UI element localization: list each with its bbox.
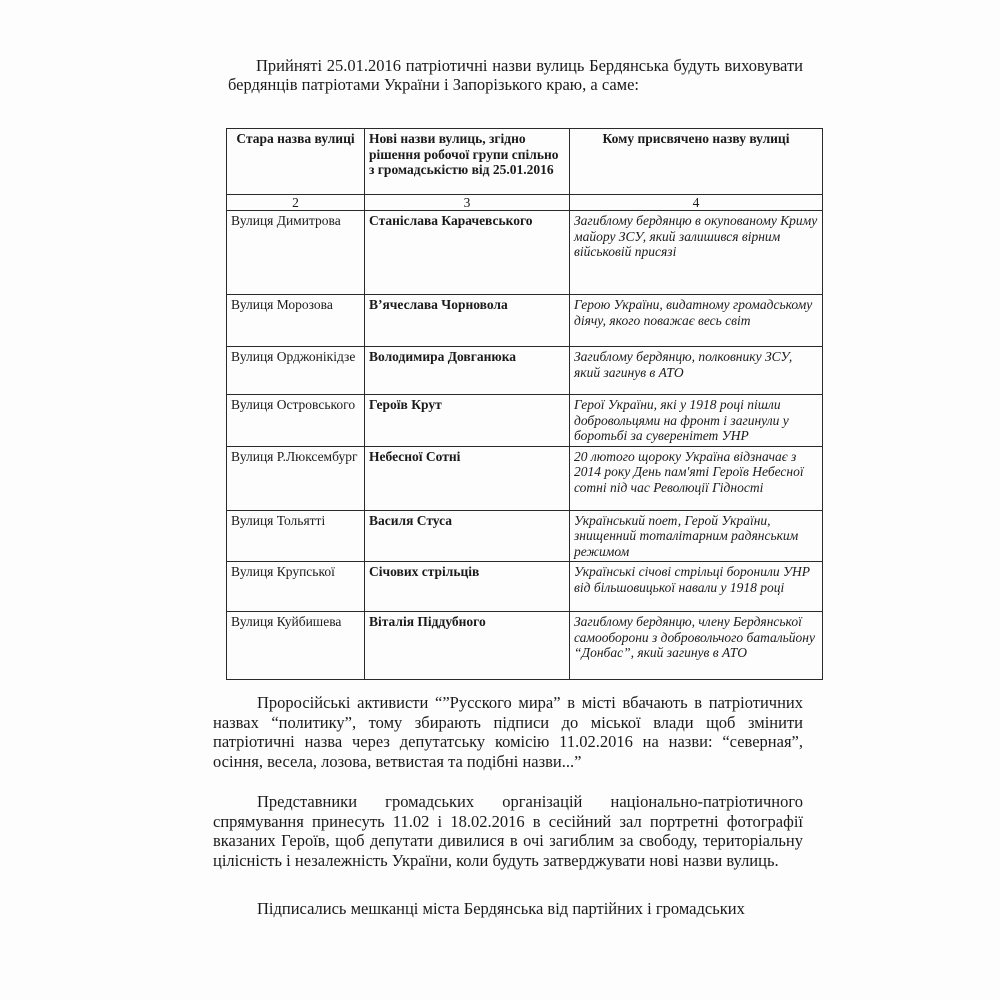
dedication: 20 лютого щороку Україна відзначає з 2014 року День пам'яті Героїв Небесної сотні під час Революції Гідності xyxy=(570,446,823,510)
new-street-name: Василя Стуса xyxy=(365,510,570,562)
column-number: 3 xyxy=(365,195,570,211)
paragraph-russian-activists: Проросійські активисти “”Русского мира” в місті вбачають в патріотичних назвах “политику”, тому збирають підписи до міської влади щоб змінити патріотичні назва через депутатську комісію 11.02.2016 на назви: “северная”, осіння, весела, лозова, ветвистая та подібні назви...” xyxy=(213,693,803,771)
street-renaming-table xyxy=(226,128,823,680)
dedication: Загиблому бердянцю, полковнику ЗСУ, який загинув в АТО xyxy=(570,347,823,395)
new-street-name: Небесної Сотні xyxy=(365,446,570,510)
old-street-name: Вулиця Р.Люксембург xyxy=(227,446,365,510)
table-row xyxy=(227,612,823,680)
header-dedication: Кому присвячено назву вулиці xyxy=(570,129,823,195)
header-old-name: Стара назва вулиці xyxy=(227,129,365,195)
table-header-row xyxy=(227,129,823,195)
column-number: 2 xyxy=(227,195,365,211)
old-street-name: Вулиця Крупської xyxy=(227,562,365,612)
table-row xyxy=(227,347,823,395)
new-street-name: Героїв Крут xyxy=(365,395,570,447)
table-row xyxy=(227,562,823,612)
table-row xyxy=(227,211,823,295)
dedication: Герою України, видатному громадському діячу, якого поважає весь світ xyxy=(570,295,823,347)
header-new-name: Нові назви вулиць, згідно рішення робочої групи спільно з громадськістю від 25.01.2016 xyxy=(365,129,570,195)
dedication: Герої України, які у 1918 році пішли добровольцями на фронт і загинули у боротьбі за суверенітет УНР xyxy=(570,395,823,447)
table-row xyxy=(227,295,823,347)
column-number: 4 xyxy=(570,195,823,211)
new-street-name: Володимира Довганюка xyxy=(365,347,570,395)
table-row xyxy=(227,510,823,562)
new-street-name: Січових стрільців xyxy=(365,562,570,612)
paragraph-signatures: Підписались мешканці міста Бердянська від партійних і громадських xyxy=(257,899,745,918)
old-street-name: Вулиця Морозова xyxy=(227,295,365,347)
table-row xyxy=(227,446,823,510)
old-street-name: Вулиця Димитрова xyxy=(227,211,365,295)
dedication: Загиблому бердянцю в окупованому Криму майору ЗСУ, який залишився вірним військовій присязі xyxy=(570,211,823,295)
table-row xyxy=(227,395,823,447)
intro-paragraph: Прийняті 25.01.2016 патріотичні назви вулиць Бердянська будуть виховувати бердянців патріотами України і Запорізького краю, а саме: xyxy=(228,56,803,94)
old-street-name: Вулиця Островського xyxy=(227,395,365,447)
new-street-name: Станіслава Карачевського xyxy=(365,211,570,295)
dedication: Загиблому бердянцю, члену Бердянської самооборони з добровольчого батальйону “Донбас”, який загинув в АТО xyxy=(570,612,823,680)
paragraph-public-organizations: Представники громадських організацій національно-патріотичного спрямування принесуть 11.02 і 18.02.2016 в сесійний зал портретні фотографії вказаних Героїв, щоб депутати дивилися в очі загиблим за свободу, територіальну цілісність і незалежність України, коли будуть затверджувати нові назви вулиць. xyxy=(213,792,803,870)
old-street-name: Вулиця Орджонікідзе xyxy=(227,347,365,395)
old-street-name: Вулиця Куйбишева xyxy=(227,612,365,680)
column-number-row xyxy=(227,195,823,211)
old-street-name: Вулиця Тольятті xyxy=(227,510,365,562)
new-street-name: Віталія Піддубного xyxy=(365,612,570,680)
dedication: Українські січові стрільці боронили УНР від більшовицької навали у 1918 році xyxy=(570,562,823,612)
new-street-name: В’ячеслава Чорновола xyxy=(365,295,570,347)
dedication: Український поет, Герой України, знищенний тоталітарним радянським режимом xyxy=(570,510,823,562)
